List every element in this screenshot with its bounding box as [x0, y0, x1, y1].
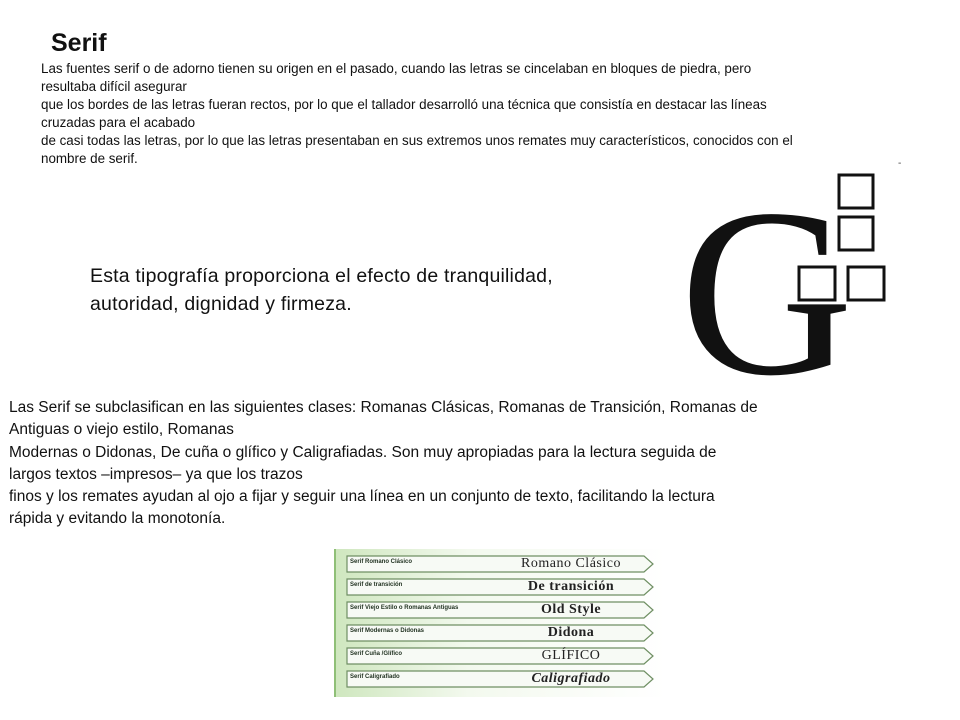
intro-line: cruzadas para el acabado: [41, 115, 196, 130]
serif-class-label: Serif Cuña /Glífico: [350, 651, 403, 657]
classes-paragraph: [9, 397, 954, 531]
page-title: Serif: [51, 29, 107, 57]
serif-class-sample: De transición: [527, 579, 615, 594]
serif-g-letter: G: [688, 168, 854, 383]
intro-line: que los bordes de las letras fueran rectos, por lo que el tallador desarrolló una técnica que consistía en destacar las líneas: [41, 97, 767, 112]
intro-paragraph: [41, 60, 946, 168]
classes-line: rápida y evitando la monotonía.: [9, 510, 226, 528]
serif-class-sample: Caligrafiado: [531, 671, 611, 686]
serif-class-label: Serif Romano Clásico: [350, 559, 413, 565]
tick-mark: -: [898, 158, 902, 169]
quote-line: autoridad, dignidad y firmeza.: [90, 293, 352, 315]
serif-class-row: [346, 601, 654, 619]
serif-class-row: [346, 578, 654, 596]
intro-line: Las fuentes serif o de adorno tienen su origen en el pasado, cuando las letras se cincelaban en bloques de piedra, pero: [41, 61, 752, 76]
serif-class-label: Serif Modernas o Didonas: [350, 628, 425, 634]
serif-class-row: [346, 624, 654, 642]
serif-class-label: Serif de transición: [350, 582, 403, 588]
classes-line: Modernas o Didonas, De cuña o glífico y Caligrafiadas. Son muy apropiadas para la lectura seguida de: [9, 443, 717, 461]
intro-line: resultaba difícil asegurar: [41, 79, 187, 94]
serif-class-row: [346, 555, 654, 573]
quote-line: Esta tipografía proporciona el efecto de tranquilidad,: [90, 265, 553, 287]
serif-class-label: Serif Caligrafiado: [350, 674, 400, 680]
serif-class-sample: Didona: [547, 625, 595, 640]
classes-line: largos textos –impresos– ya que los trazos: [9, 465, 303, 483]
serif-highlight-box: [848, 267, 884, 300]
serif-class-sample: Old Style: [540, 602, 602, 617]
serif-class-row: [346, 670, 654, 688]
serif-g-svg: [688, 168, 898, 383]
classes-line: finos y los remates ayudan al ojo a fijar y seguir una línea en un conjunto de texto, facilitando la lectura: [9, 488, 715, 506]
serif-class-sample: GLÍFICO: [541, 648, 601, 663]
serif-g-illustration: [688, 168, 898, 388]
serif-class-label: Serif Viejo Estilo o Romanas Antiguas: [350, 605, 459, 611]
intro-line: nombre de serif.: [41, 151, 138, 166]
classes-line: Antiguas o viejo estilo, Romanas: [9, 421, 234, 439]
classes-line: Las Serif se subclasifican en las siguientes clases: Romanas Clásicas, Romanas de Transición, Romanas de: [9, 399, 758, 416]
serif-class-sample: Romano Clásico: [521, 556, 621, 571]
serif-class-row: [346, 647, 654, 665]
serif-classes-image: [334, 549, 666, 697]
intro-line: de casi todas las letras, por lo que las letras presentaban en sus extremos unos remates muy característicos, conocidos con el: [41, 133, 793, 148]
quote-paragraph: [90, 262, 553, 318]
